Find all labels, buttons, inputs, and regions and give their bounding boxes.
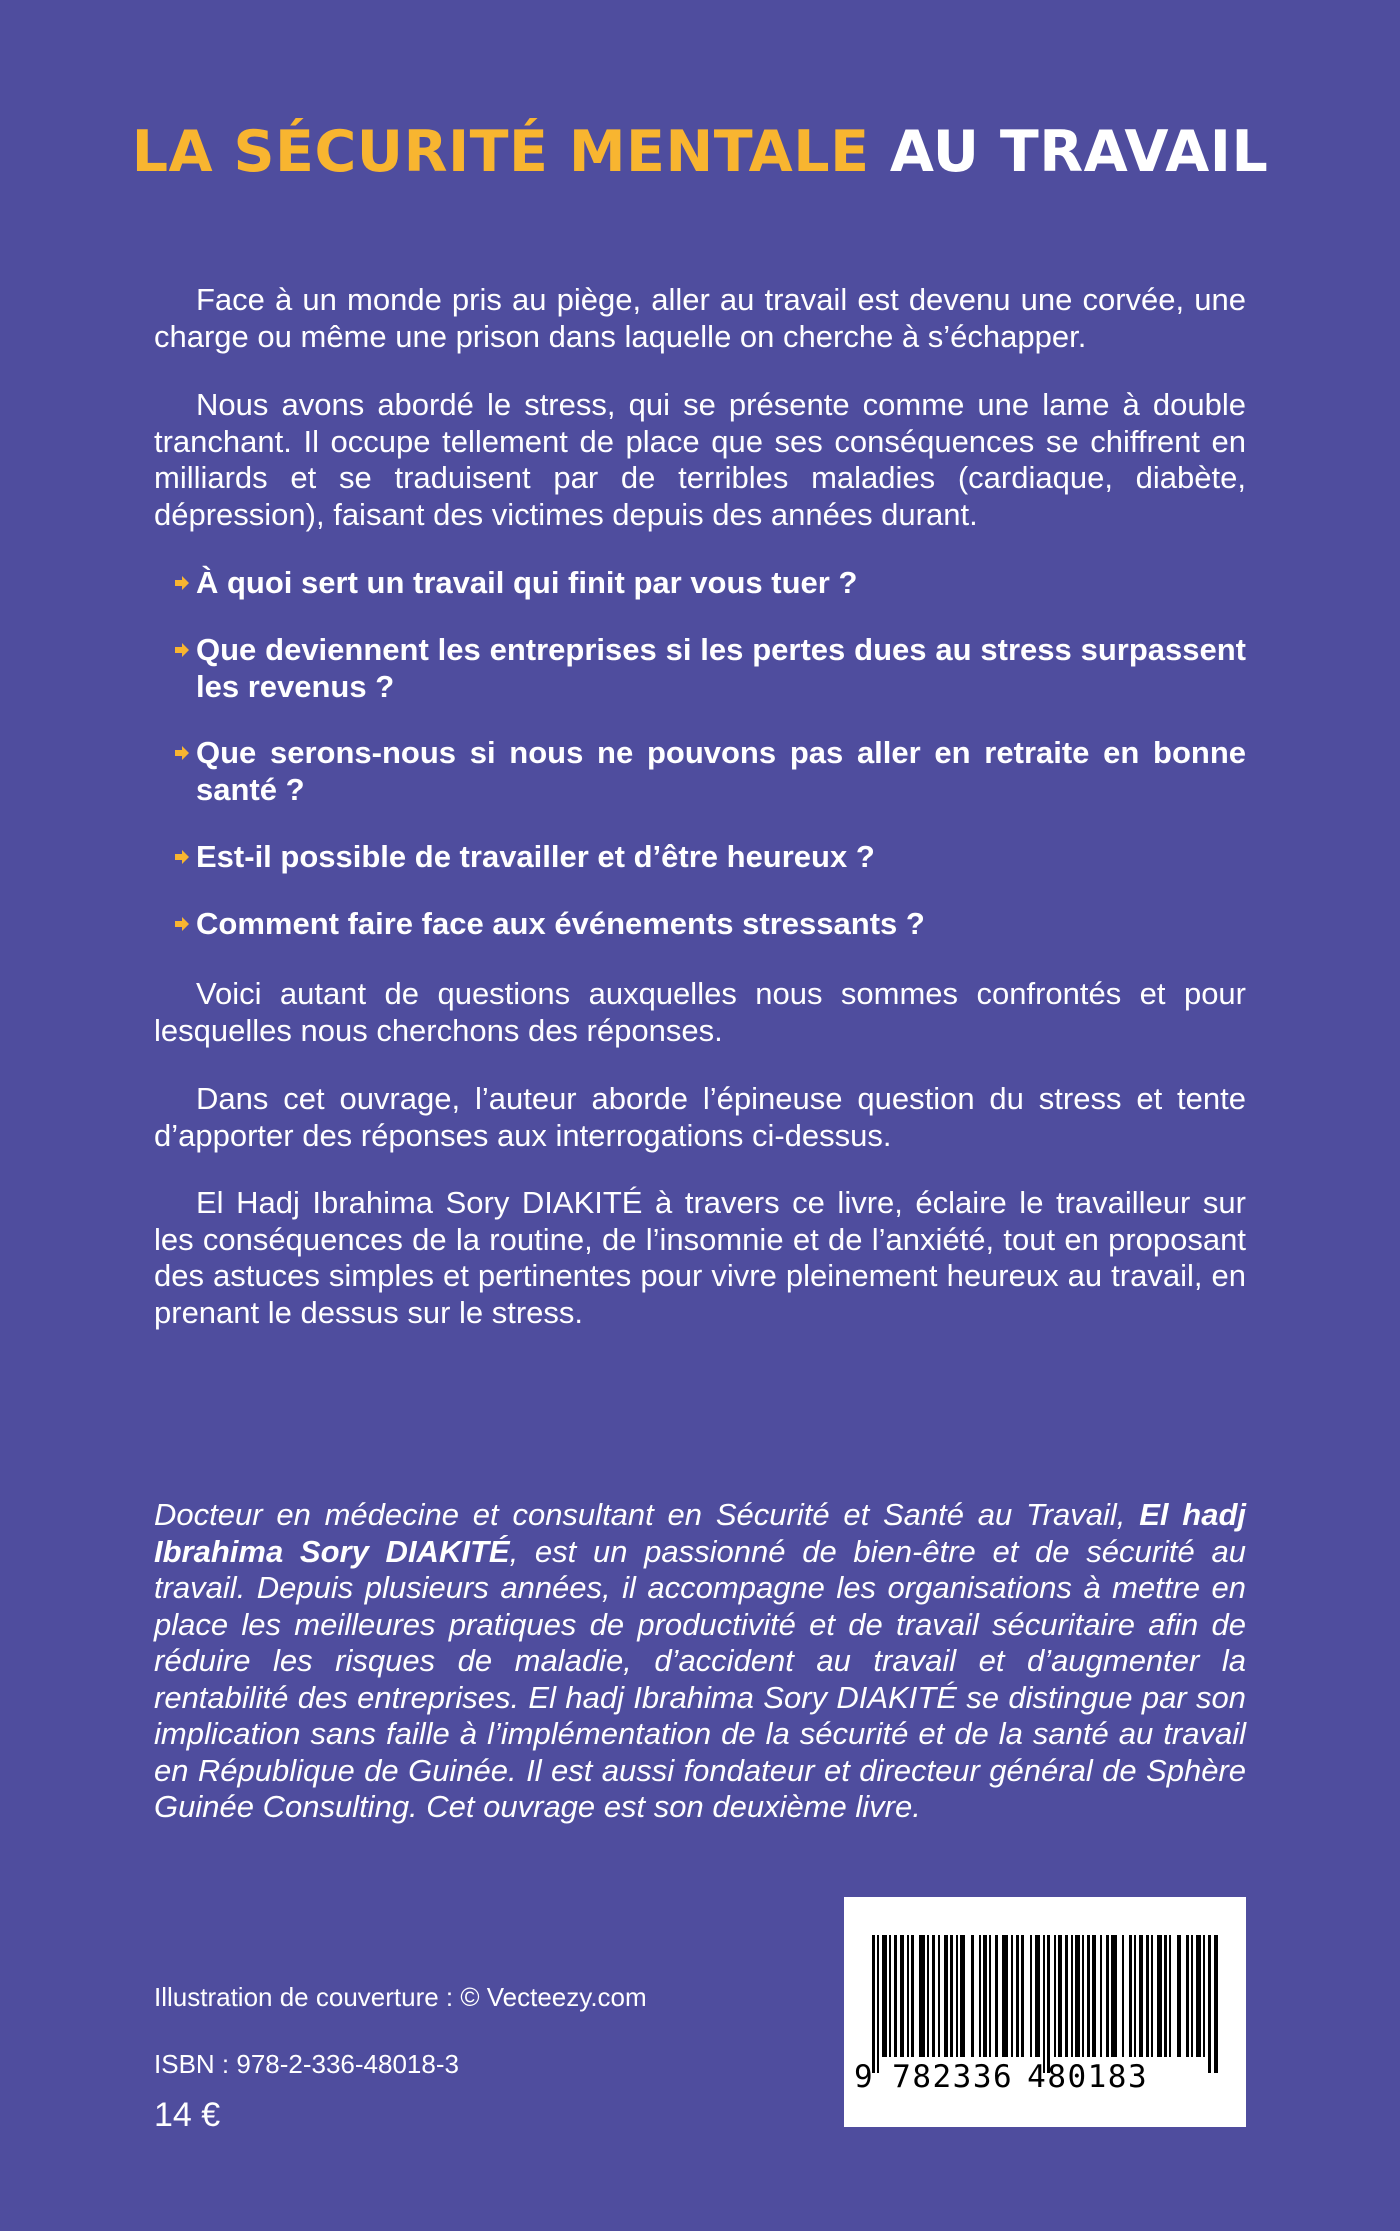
barcode-bar: [872, 1935, 875, 2073]
barcode-bar: [1139, 1935, 1143, 2057]
barcode-bar: [900, 1935, 904, 2057]
barcode-digits-right: 480183: [1027, 2059, 1149, 2095]
question-item: [196, 906, 1246, 943]
barcode-bar: [938, 1935, 940, 2057]
question-text: Que deviennent les entreprises si les pertes dues au stress surpassent les revenus ?: [196, 632, 1246, 704]
barcode-digit-first: 9: [854, 2059, 875, 2095]
barcode-bar: [1030, 1935, 1032, 2057]
barcode-bar: [1047, 1935, 1050, 2073]
barcode-bar: [911, 1935, 914, 2057]
barcode-bar: [919, 1935, 925, 2057]
barcode-bar: [1016, 1935, 1019, 2057]
barcode-bar: [1203, 1935, 1205, 2057]
barcode-bar: [1054, 1935, 1056, 2057]
barcode-bar: [960, 1935, 965, 2057]
title-accent: LA SÉCURITÉ MENTALE: [131, 119, 870, 185]
barcode-bar: [1058, 1935, 1062, 2057]
barcode-bar: [1092, 1935, 1096, 2057]
bio-rest: , est un passionné de bien-être et de sécurité au travail. Depuis plusieurs années, il accompagne les organisations à mettre en place les meilleures pratiques de productivité et de travail sécuritaire afin de réduire les risques de maladie, d’accident au travail et d’augmenter la rentabilité des entreprises. El hadj Ibrahima Sory DIAKITÉ se distingue par son implication sans faille à l’implémentation de la sécurité et de la santé au travail en République de Guinée. Il est aussi fondateur et directeur général de Sphère Guinée Consulting. Cet ouvrage est son deuxième livre.: [154, 1533, 1246, 1824]
barcode-bar: [995, 1935, 998, 2057]
arrow-right-icon: [174, 745, 190, 761]
barcode-bar: [956, 1935, 958, 2057]
arrow-right-icon: [174, 575, 190, 591]
question-item: [196, 839, 1246, 876]
barcode-bar: [907, 1935, 909, 2057]
barcode-bar: [1196, 1935, 1201, 2057]
barcode: [844, 1897, 1246, 2127]
intro-paragraph-1: Face à un monde pris au piège, aller au travail est devenu une corvée, une charge ou même une prison dans laquelle on cherche à s’échapper.: [154, 282, 1246, 354]
barcode-bar: [1134, 1935, 1136, 2057]
barcode-digits: [854, 2059, 1244, 2095]
barcode-bar: [1129, 1935, 1132, 2057]
barcode-bar: [889, 1935, 891, 2057]
barcode-bar: [1146, 1935, 1149, 2057]
barcode-bar: [1122, 1935, 1124, 2057]
question-item: [196, 632, 1246, 705]
question-item: [196, 565, 1246, 602]
question-text: Que serons-nous si nous ne pouvons pas aller en retraite en bonne santé ?: [196, 735, 1246, 807]
barcode-bar: [927, 1935, 929, 2057]
barcode-digits-left: 782336: [892, 2059, 1014, 2095]
question-text: Comment faire face aux événements stressants ?: [196, 906, 925, 941]
arrow-right-icon: [174, 916, 190, 932]
barcode-bar: [894, 1935, 897, 2057]
page-title: [0, 112, 1400, 192]
bio-lead: Docteur en médecine et consultant en Sécurité et Santé au Travail,: [154, 1497, 1140, 1532]
title-rest: AU TRAVAIL: [889, 119, 1269, 185]
barcode-bar: [1106, 1935, 1109, 2057]
barcode-bar: [1082, 1935, 1084, 2057]
barcode-bar: [1087, 1935, 1090, 2057]
arrow-right-icon: [174, 849, 190, 865]
intro-paragraph-2: Nous avons abordé le stress, qui se présente comme une lame à double tranchant. Il occupe tellement de place que ses conséquences se chiffrent en milliards et se traduisent par de terribles maladies (cardiaque, diabète, dépression), faisant des victimes depuis des années durant.: [154, 387, 1246, 532]
barcode-bar: [1071, 1935, 1073, 2057]
barcode-bar: [882, 1935, 887, 2057]
barcode-bar: [1208, 1935, 1211, 2073]
closing-paragraph-1: Voici autant de questions auxquelles nous sommes confrontés et pour lesquelles nous cherchons des réponses.: [154, 976, 1246, 1048]
barcode-bar: [1157, 1935, 1162, 2057]
barcode-bar: [1151, 1935, 1153, 2057]
barcode-bar: [1002, 1935, 1008, 2057]
question-item: [196, 735, 1246, 808]
question-text: À quoi sert un travail qui finit par vous tuer ?: [196, 565, 858, 600]
barcode-bar: [1169, 1935, 1171, 2057]
price: 14 €: [154, 2096, 221, 2134]
barcode-bar: [1075, 1935, 1080, 2057]
barcode-bar: [1100, 1935, 1102, 2057]
arrow-right-icon: [174, 642, 190, 658]
barcode-bar: [932, 1935, 935, 2057]
barcode-bar: [971, 1935, 974, 2057]
barcode-bar: [877, 1935, 879, 2073]
barcode-bar: [944, 1935, 948, 2057]
barcode-bar: [1191, 1935, 1193, 2057]
isbn: ISBN : 978-2-336-48018-3: [154, 2049, 459, 2079]
barcode-bar: [983, 1935, 987, 2057]
barcode-bar: [950, 1935, 953, 2057]
barcode-bar: [1164, 1935, 1167, 2057]
closing-paragraph-3: El Hadj Ibrahima Sory DIAKITÉ à travers ce livre, éclaire le travailleur sur les conséquences de la routine, de l’insomnie et de l’anxiété, tout en proposant des astuces simples et pertinentes pour vivre pleinement heureux au travail, en prenant le dessus sur le stress.: [154, 1185, 1246, 1330]
barcode-bar: [979, 1935, 981, 2057]
barcode-bar: [1111, 1935, 1117, 2057]
barcode-bar: [989, 1935, 991, 2057]
barcode-bar: [1011, 1935, 1013, 2057]
barcode-bar: [1186, 1935, 1189, 2057]
illustration-credit: Illustration de couverture : © Vecteezy.com: [154, 1982, 647, 2012]
barcode-bar: [1043, 1935, 1045, 2073]
closing-paragraph-2: Dans cet ouvrage, l’auteur aborde l’épineuse question du stress et tente d’apporter des réponses aux interrogations ci-dessus.: [154, 1081, 1246, 1153]
barcode-bar: [1214, 1935, 1218, 2073]
barcode-bar: [1035, 1935, 1040, 2057]
barcode-bar: [1065, 1935, 1068, 2057]
bio-author-name: El hadj Ibrahima Sory DIAKITÉ: [154, 1497, 1246, 1569]
question-text: Est-il possible de travailler et d’être heureux ?: [196, 839, 875, 874]
barcode-bar: [1177, 1935, 1181, 2057]
barcode-bar: [1021, 1935, 1024, 2057]
author-bio: [154, 1497, 1246, 1826]
